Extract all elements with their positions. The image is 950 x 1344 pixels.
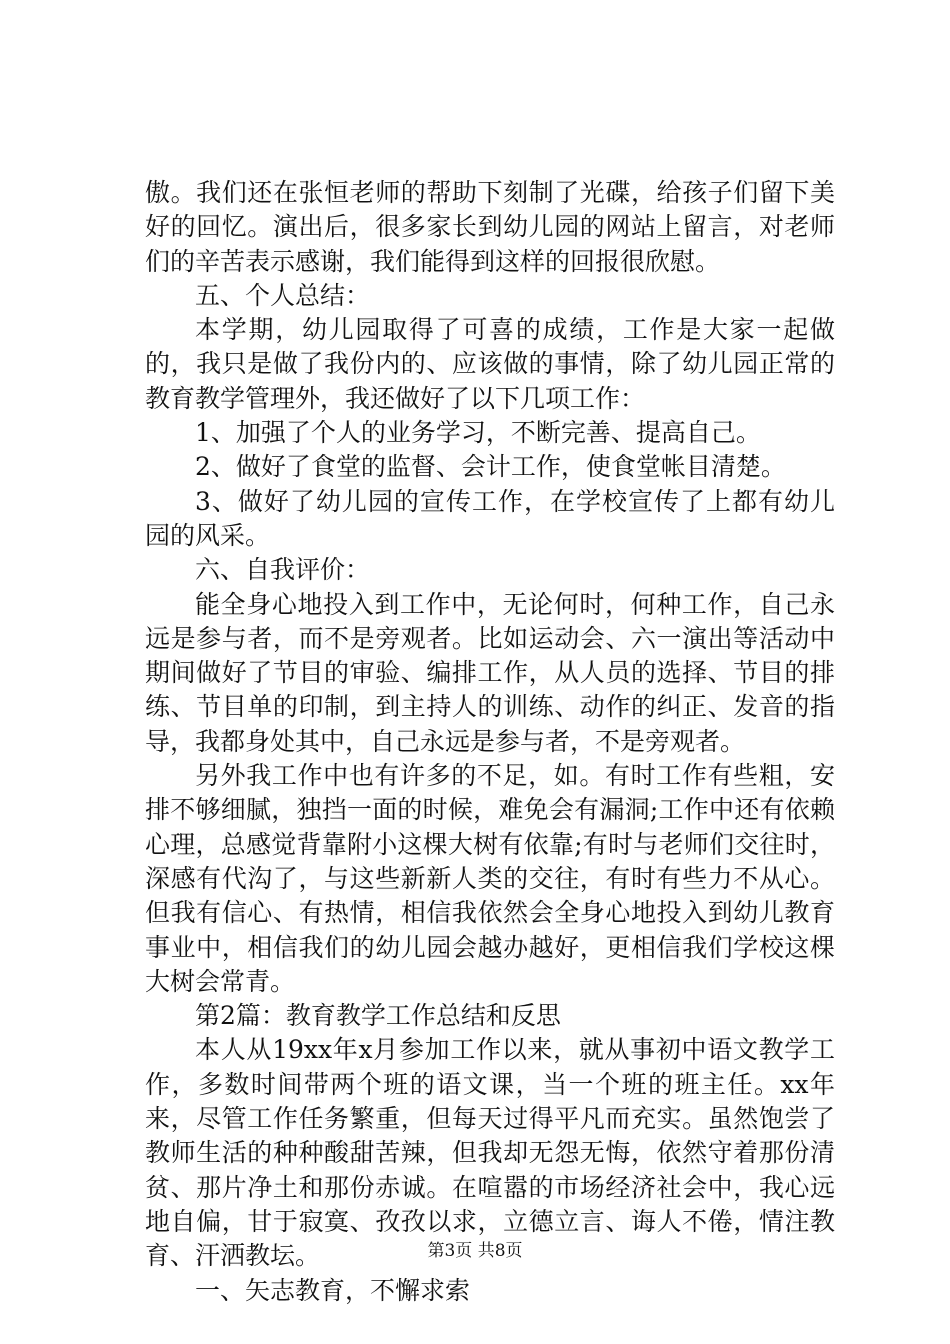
list-item: 1、加强了个人的业务学习，不断完善、提高自己。 [195,418,761,448]
list-item: 2、做好了食堂的监督、会计工作，使食堂帐目清楚。 [195,452,786,482]
document-body [145,176,835,1308]
list-item: 3、做好了幼儿园的宣传工作，在学校宣传了上都有幼儿园的风采。 [145,486,835,550]
section-heading: 五、个人总结： [195,280,371,310]
section-heading: 六、自我评价： [195,555,371,585]
paragraph: 傲。我们还在张恒老师的帮助下刻制了光碟，给孩子们留下美好的回忆。演出后，很多家长到幼儿园的网站上留言，对老师们的辛苦表示感谢，我们能得到这样的回报很欣慰。 [145,178,835,276]
chapter-heading: 第2篇：教育教学工作总结和反思 [195,1001,561,1031]
paragraph: 本学期，幼儿园取得了可喜的成绩，工作是大家一起做的，我只是做了我份内的、应该做的事情，除了幼儿园正常的教育教学管理外，我还做好了以下几项工作： [145,315,835,413]
paragraph: 能全身心地投入到工作中，无论何时，何种工作，自己永远是参与者，而不是旁观者。比如运动会、六一演出等活动中期间做好了节目的审验、编排工作，从人员的选择、节目的排练、节目单的印制，到主持人的训练、动作的纠正、发音的指导，我都身处其中，自己永远是参与者，不是旁观者。 [145,589,835,756]
paragraph: 本人从19xx年x月参加工作以来，就从事初中语文教学工作，多数时间带两个班的语文课，当一个班的班主任。xx年来，尽管工作任务繁重，但每天过得平凡而充实。虽然饱尝了教师生活的种种酸甜苦辣，但我却无怨无悔，依然守着那份清贫、那片净土和那份赤诚。在喧嚣的市场经济社会中，我心远地自偏，甘于寂寞、孜孜以求，立德立言、诲人不倦，情注教育、汗洒教坛。 [145,1035,835,1271]
section-heading: 一、矢志教育，不懈求索 [195,1275,471,1305]
paragraph: 另外我工作中也有许多的不足，如。有时工作有些粗，安排不够细腻，独挡一面的时候，难免会有漏洞;工作中还有依赖心理，总感觉背靠附小这棵大树有依靠;有时与老师们交往时，深感有代沟了，与这些新新人类的交往，有时有些力不从心。但我有信心、有热情，相信我依然会全身心地投入到幼儿教育事业中，相信我们的幼儿园会越办越好，更相信我们学校这棵大树会常青。 [145,761,835,996]
page-number-footer: 第3页 共8页 [427,1241,523,1261]
